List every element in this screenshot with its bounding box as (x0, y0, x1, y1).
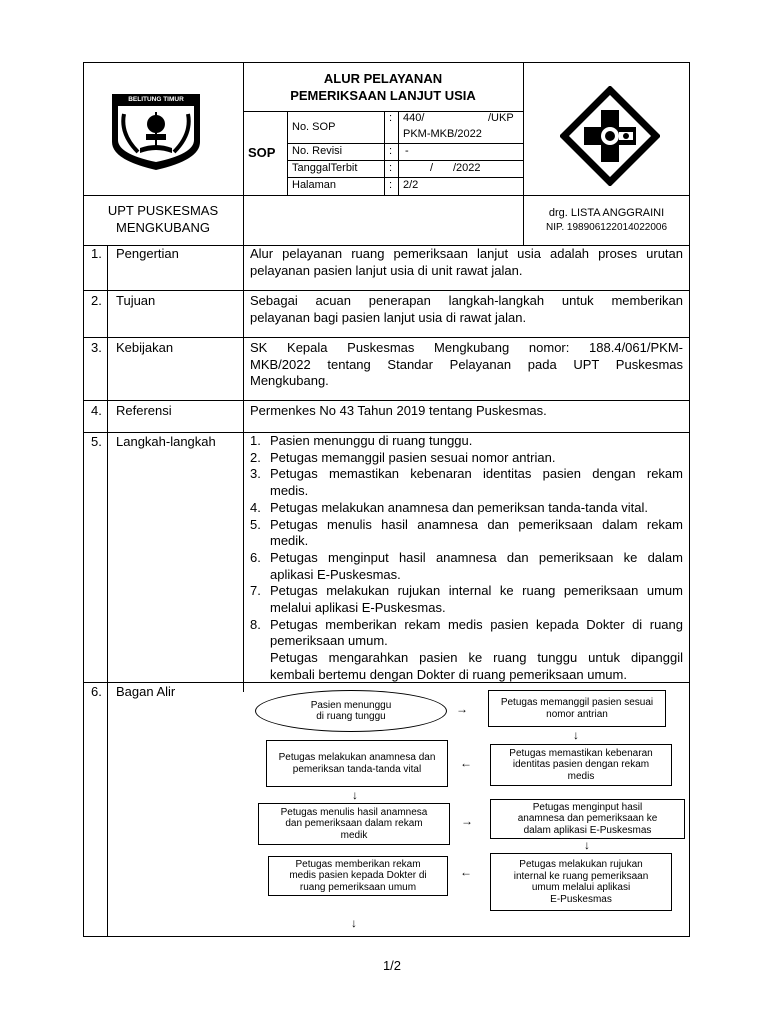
flow-start-ellipse: Pasien menunggu di ruang tunggu (255, 690, 447, 732)
grid-line (243, 62, 244, 692)
arrow-down-icon: ↓ (351, 916, 357, 930)
tanggal-terbit-label: TanggalTerbit (292, 162, 358, 174)
list-item: 3. Petugas memastikan kebenaran identitas pasien dengan rekam medis. (250, 466, 683, 499)
list-item: 1. Pasien menunggu di ruang tunggu. (250, 433, 473, 448)
logo-caption: BELITUNG TIMUR (128, 96, 184, 103)
section-text: Permenkes No 43 Tahun 2019 tentang Puskesmas. (250, 403, 547, 418)
signer-block (523, 206, 690, 235)
section-label: Bagan Alir (116, 684, 176, 699)
section-label: Langkah-langkah (116, 434, 216, 449)
list-item: 5. Petugas menulis hasil anamnesa dan pemeriksaan dalam rekam medik. (250, 516, 683, 549)
grid-line (83, 337, 690, 338)
flow-box-give-record: Petugas memberikan rekam medis pasien kepada Dokter di ruang pemeriksaan umum (268, 856, 448, 896)
list-item: 8. Petugas memberikan rekam medis pasien kepada Dokter di ruang pemeriksaan umum. (250, 616, 683, 649)
no-sop-value-a: 440/ (403, 112, 425, 124)
section-number: 4. (91, 403, 102, 418)
flow-box-internal-referral: Petugas melakukan rujukan internal ke ruang pemeriksaan umum melalui aplikasi E-Puskesmas (490, 853, 672, 911)
section-text: Sebagai acuan penerapan langkah-langkah untuk memberikan pelayanan bagi pasien lanjut usia di rawat jalan. (250, 293, 683, 325)
document-title (243, 70, 523, 104)
flow-box-anamnesa: Petugas melakukan anamnesa dan pemeriksan tanda-tanda vital (266, 740, 448, 787)
flow-box-call-patient: Petugas memanggil pasien sesuai nomor antrian (488, 690, 666, 727)
arrow-right-icon: → (456, 702, 468, 716)
steps-list (250, 433, 683, 684)
title-line-1: ALUR PELAYANAN (323, 71, 443, 86)
halaman-value: 2/2 (403, 179, 419, 191)
flow-box-input-epuskesmas: Petugas menginput hasil anamnesa dan pemeriksaan ke dalam aplikasi E-Puskesmas (490, 799, 685, 839)
signer-nip: NIP. 198906122014022006 (545, 222, 668, 233)
grid-line (287, 177, 523, 178)
arrow-down-icon: ↓ (573, 728, 579, 742)
org-line-2: MENGKUBANG (116, 219, 210, 235)
section-number: 6. (91, 684, 102, 699)
grid-line (384, 111, 385, 195)
list-item: 2. Petugas memanggil pasien sesuai nomor antrian. (250, 449, 556, 465)
grid-line (83, 400, 690, 401)
tanggal-terbit-value-b: /2022 (453, 162, 481, 174)
grid-line (107, 245, 108, 937)
no-sop-value-b: /UKP (488, 112, 514, 124)
grid-line (287, 111, 288, 195)
tanggal-terbit-value-a: / (430, 162, 434, 174)
section-label: Tujuan (116, 293, 156, 308)
grid-line (243, 111, 523, 112)
arrow-down-icon: ↓ (584, 838, 590, 852)
no-sop-label: No. SOP (292, 121, 336, 133)
sop-label: SOP (248, 145, 276, 160)
colon: : (389, 112, 393, 124)
title-line-2: PEMERIKSAAN LANJUT USIA (290, 88, 476, 103)
grid-line (287, 160, 523, 161)
section-number: 1. (91, 246, 102, 261)
no-revisi-label: No. Revisi (292, 145, 343, 157)
arrow-down-icon: ↓ (352, 788, 358, 802)
section-number: 3. (91, 340, 102, 355)
signer-name: drg. LISTA ANGGRAINI (548, 207, 665, 219)
section-number: 5. (91, 434, 102, 449)
section-text: Alur pelayanan ruang pemeriksaan lanjut usia adalah proses urutan pelayanan pasien lanjut usia di unit rawat jalan. (250, 246, 683, 278)
grid-line (83, 195, 690, 196)
puskesmas-logo (560, 86, 660, 186)
arrow-right-icon: → (461, 814, 473, 828)
grid-line (287, 143, 523, 144)
no-revisi-value: - (405, 145, 409, 157)
flow-box-write-record: Petugas menulis hasil anamnesa dan pemeriksaan dalam rekam medik (258, 803, 450, 845)
flow-box-verify-identity: Petugas memastikan kebenaran identitas pasien dengan rekam medis (490, 744, 672, 786)
colon: : (389, 162, 393, 174)
grid-line (83, 290, 690, 291)
page-number: 1/2 (382, 958, 402, 973)
arrow-left-icon: ← (460, 865, 472, 879)
org-line-1: UPT PUSKESMAS (107, 203, 219, 218)
grid-line (398, 111, 399, 195)
section-text: SK Kepala Puskesmas Mengkubang nomor: 188.4/061/PKM- MKB/2022 tentang Standar Pelayanan pada UPT Puskesmas Mengkubang. (250, 340, 683, 388)
belitung-timur-logo (108, 90, 204, 172)
section-label: Pengertian (116, 246, 179, 261)
section-label: Kebijakan (116, 340, 174, 355)
puskesmas-cross-icon (560, 86, 660, 186)
arrow-left-icon: ← (460, 756, 472, 770)
halaman-label: Halaman (292, 179, 337, 191)
list-item: 6. Petugas menginput hasil anamnesa dan pemeriksaan ke dalam aplikasi E-Puskesmas. (250, 549, 683, 582)
list-item: 4. Petugas melakukan anamnesa dan pemeriksan tanda-tanda vital. (250, 499, 648, 515)
section-number: 2. (91, 293, 102, 308)
colon: : (389, 179, 393, 191)
list-item-continuation: Petugas mengarahkan pasien ke ruang tunggu untuk dipanggil kembali bertemu dengan Dokter di ruang pemeriksaan umum. (270, 650, 683, 682)
section-label: Referensi (116, 403, 172, 418)
list-item: 7. Petugas melakukan rujukan internal ke ruang pemeriksaan umum melalui aplikasi E-Puskesmas. (250, 583, 683, 616)
no-sop-value-c: PKM-MKB/2022 (403, 128, 482, 140)
organization-name (83, 203, 243, 236)
colon: : (389, 145, 393, 157)
